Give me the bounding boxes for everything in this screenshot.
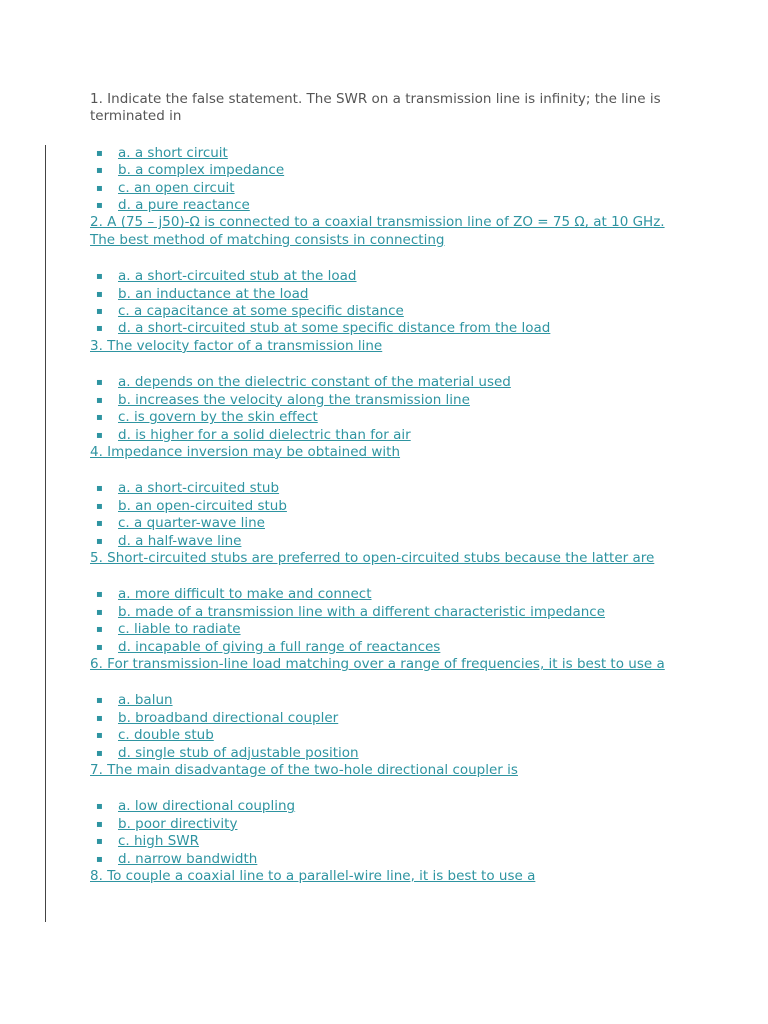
bullet-icon: ▪ bbox=[96, 165, 103, 177]
question-4-options bbox=[90, 480, 690, 550]
bullet-icon: ▪ bbox=[96, 182, 103, 194]
question-6-link[interactable]: 6. For transmission-line load matching over a range of frequencies, it is best to use a bbox=[90, 655, 665, 672]
option-link[interactable]: ▪ b. an open-circuited stub bbox=[96, 497, 287, 514]
bullet-icon: ▪ bbox=[96, 712, 103, 724]
option-link[interactable]: ▪ d. single stub of adjustable position bbox=[96, 744, 359, 761]
option-link[interactable]: ▪ d. incapable of giving a full range of reactances bbox=[96, 638, 441, 655]
bullet-icon: ▪ bbox=[96, 535, 103, 547]
option-link[interactable]: ▪ b. an inductance at the load bbox=[96, 285, 309, 302]
bullet-icon: ▪ bbox=[96, 483, 103, 495]
bullet-icon: ▪ bbox=[96, 200, 103, 212]
bullet-icon: ▪ bbox=[96, 429, 103, 441]
option-link[interactable]: ▪ c. high SWR bbox=[96, 833, 200, 850]
question-6-options bbox=[90, 692, 690, 762]
bullet-icon: ▪ bbox=[96, 730, 103, 742]
margin-rule bbox=[45, 145, 46, 922]
option-link[interactable]: ▪ c. an open circuit bbox=[96, 179, 235, 196]
option-link[interactable]: ▪ a. a short circuit bbox=[96, 144, 228, 161]
option-link[interactable]: ▪ d. a half-wave line bbox=[96, 532, 242, 549]
bullet-icon: ▪ bbox=[96, 747, 103, 759]
bullet-icon: ▪ bbox=[96, 818, 103, 830]
option-link[interactable]: ▪ b. made of a transmission line with a different characteristic impedance bbox=[96, 603, 606, 620]
option-link[interactable]: ▪ c. is govern by the skin effect bbox=[96, 409, 318, 426]
bullet-icon: ▪ bbox=[96, 641, 103, 653]
option-link[interactable]: ▪ a. a short-circuited stub bbox=[96, 480, 280, 497]
bullet-icon: ▪ bbox=[96, 606, 103, 618]
option-link[interactable]: ▪ b. a complex impedance bbox=[96, 162, 285, 179]
bullet-icon: ▪ bbox=[96, 624, 103, 636]
question-4-link[interactable]: 4. Impedance inversion may be obtained with bbox=[90, 443, 401, 460]
option-link[interactable]: ▪ a. low directional coupling bbox=[96, 798, 296, 815]
option-link[interactable]: ▪ d. a pure reactance bbox=[96, 197, 250, 214]
bullet-icon: ▪ bbox=[96, 853, 103, 865]
question-7-options bbox=[90, 798, 690, 868]
bullet-icon: ▪ bbox=[96, 271, 103, 283]
bullet-icon: ▪ bbox=[96, 323, 103, 335]
option-link[interactable]: ▪ b. poor directivity bbox=[96, 815, 238, 832]
bullet-icon: ▪ bbox=[96, 801, 103, 813]
bullet-icon: ▪ bbox=[96, 695, 103, 707]
question-3-options bbox=[90, 374, 690, 444]
option-link[interactable]: ▪ d. a short-circuited stub at some specific distance from the load bbox=[96, 320, 551, 337]
option-link[interactable]: ▪ b. broadband directional coupler bbox=[96, 709, 339, 726]
option-link[interactable]: ▪ a. balun bbox=[96, 692, 173, 709]
option-link[interactable]: ▪ d. narrow bandwidth bbox=[96, 850, 258, 867]
option-link[interactable]: ▪ c. a quarter-wave line bbox=[96, 515, 265, 532]
question-list bbox=[90, 91, 690, 885]
option-link[interactable]: ▪ a. depends on the dielectric constant of the material used bbox=[96, 374, 511, 391]
question-2-options bbox=[90, 268, 690, 338]
question-7-link[interactable]: 7. The main disadvantage of the two-hole directional coupler is bbox=[90, 762, 518, 778]
question-8-link[interactable]: 8. To couple a coaxial line to a parallel-wire line, it is best to use a bbox=[90, 868, 536, 885]
bullet-icon: ▪ bbox=[96, 147, 103, 159]
bullet-icon: ▪ bbox=[96, 836, 103, 848]
question-1-text: 1. Indicate the false statement. The SWR on a transmission line is infinity; the line is terminated in bbox=[90, 91, 661, 125]
option-link[interactable]: ▪ a. more difficult to make and connect bbox=[96, 586, 372, 603]
bullet-icon: ▪ bbox=[96, 500, 103, 512]
question-3-link[interactable]: 3. The velocity factor of a transmission line bbox=[90, 337, 383, 354]
option-link[interactable]: ▪ d. is higher for a solid dielectric than for air bbox=[96, 426, 411, 443]
option-link[interactable]: ▪ c. double stub bbox=[96, 727, 214, 744]
bullet-icon: ▪ bbox=[96, 589, 103, 601]
bullet-icon: ▪ bbox=[96, 394, 103, 406]
question-5-options bbox=[90, 586, 690, 656]
option-link[interactable]: ▪ b. increases the velocity along the transmission line bbox=[96, 391, 470, 408]
option-link[interactable]: ▪ a. a short-circuited stub at the load bbox=[96, 268, 357, 285]
bullet-icon: ▪ bbox=[96, 412, 103, 424]
bullet-icon: ▪ bbox=[96, 288, 103, 300]
question-5-link[interactable]: 5. Short-circuited stubs are preferred to open-circuited stubs because the latter are bbox=[90, 549, 655, 566]
option-link[interactable]: ▪ c. liable to radiate bbox=[96, 621, 241, 638]
question-1-options bbox=[90, 145, 690, 215]
bullet-icon: ▪ bbox=[96, 518, 103, 530]
option-link[interactable]: ▪ c. a capacitance at some specific distance bbox=[96, 303, 404, 320]
question-2-link[interactable]: 2. A (75 – j50)-Ω is connected to a coaxial transmission line of ZO = 75 Ω, at 10 GHz. The best method of matching consists in connecting bbox=[90, 214, 665, 248]
bullet-icon: ▪ bbox=[96, 377, 103, 389]
bullet-icon: ▪ bbox=[96, 306, 103, 318]
